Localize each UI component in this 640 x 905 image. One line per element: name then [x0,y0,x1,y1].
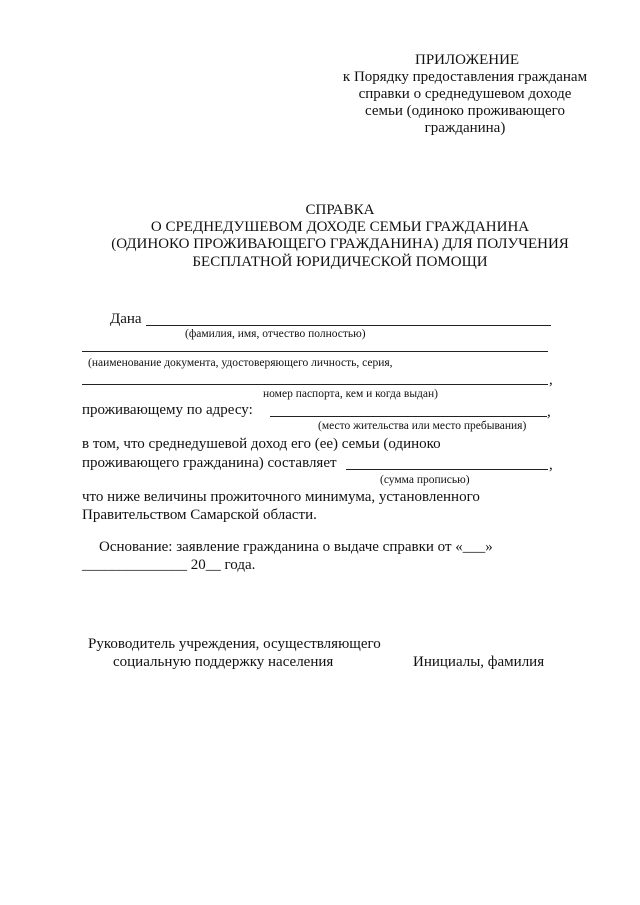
income-text: в том, что среднедушевой доход его (ее) семьи (одиноко [82,436,441,452]
below-minimum-text: Правительством Самарской области. [82,507,317,523]
comma: , [549,457,553,473]
document-field-line[interactable] [82,351,548,352]
heading-title: СПРАВКА [305,202,375,218]
comma: , [547,404,551,420]
passport-field-line[interactable] [82,384,548,385]
address-label: проживающему по адресу: [82,402,253,418]
basis-date-text: ______________ 20__ года. [82,557,256,573]
basis-text: Основание: заявление гражданина о выдаче справки от «___» [99,539,493,555]
address-field-line[interactable] [270,416,547,417]
signatory-title: Руководитель учреждения, осуществляющего [88,636,381,652]
comma: , [549,372,553,388]
appendix-title: ПРИЛОЖЕНИЕ [415,52,520,68]
signatory-title: социальную поддержку населения [113,654,334,670]
below-minimum-text: что ниже величины прожиточного минимума, установленного [82,489,480,505]
appendix-line: семьи (одиноко проживающего [365,103,565,119]
heading-line: О СРЕДНЕДУШЕВОМ ДОХОДЕ СЕМЬИ ГРАЖДАНИНА [150,219,530,235]
issued-label: Дана [110,311,142,327]
initials-label: Инициалы, фамилия [413,654,545,670]
document-hint: (наименование документа, удостоверяющего личность, серия, [88,357,393,369]
appendix-line: к Порядку предоставления гражданам [342,69,588,85]
fio-field-line[interactable] [146,325,551,326]
fio-hint: (фамилия, имя, отчество полностью) [185,328,366,340]
income-sum-field-line[interactable] [346,469,548,470]
passport-hint: номер паспорта, кем и когда выдан) [263,388,438,400]
appendix-line: справки о среднедушевом доходе [358,86,572,102]
address-hint: (место жительства или место пребывания) [318,420,527,432]
heading-line: БЕСПЛАТНОЙ ЮРИДИЧЕСКОЙ ПОМОЩИ [192,254,488,270]
income-text: проживающего гражданина) составляет [82,455,337,471]
heading-line: (ОДИНОКО ПРОЖИВАЮЩЕГО ГРАЖДАНИНА) ДЛЯ ПОЛУЧЕНИЯ [111,236,569,252]
sum-hint: (сумма прописью) [380,474,470,486]
appendix-line: гражданина) [424,120,506,136]
